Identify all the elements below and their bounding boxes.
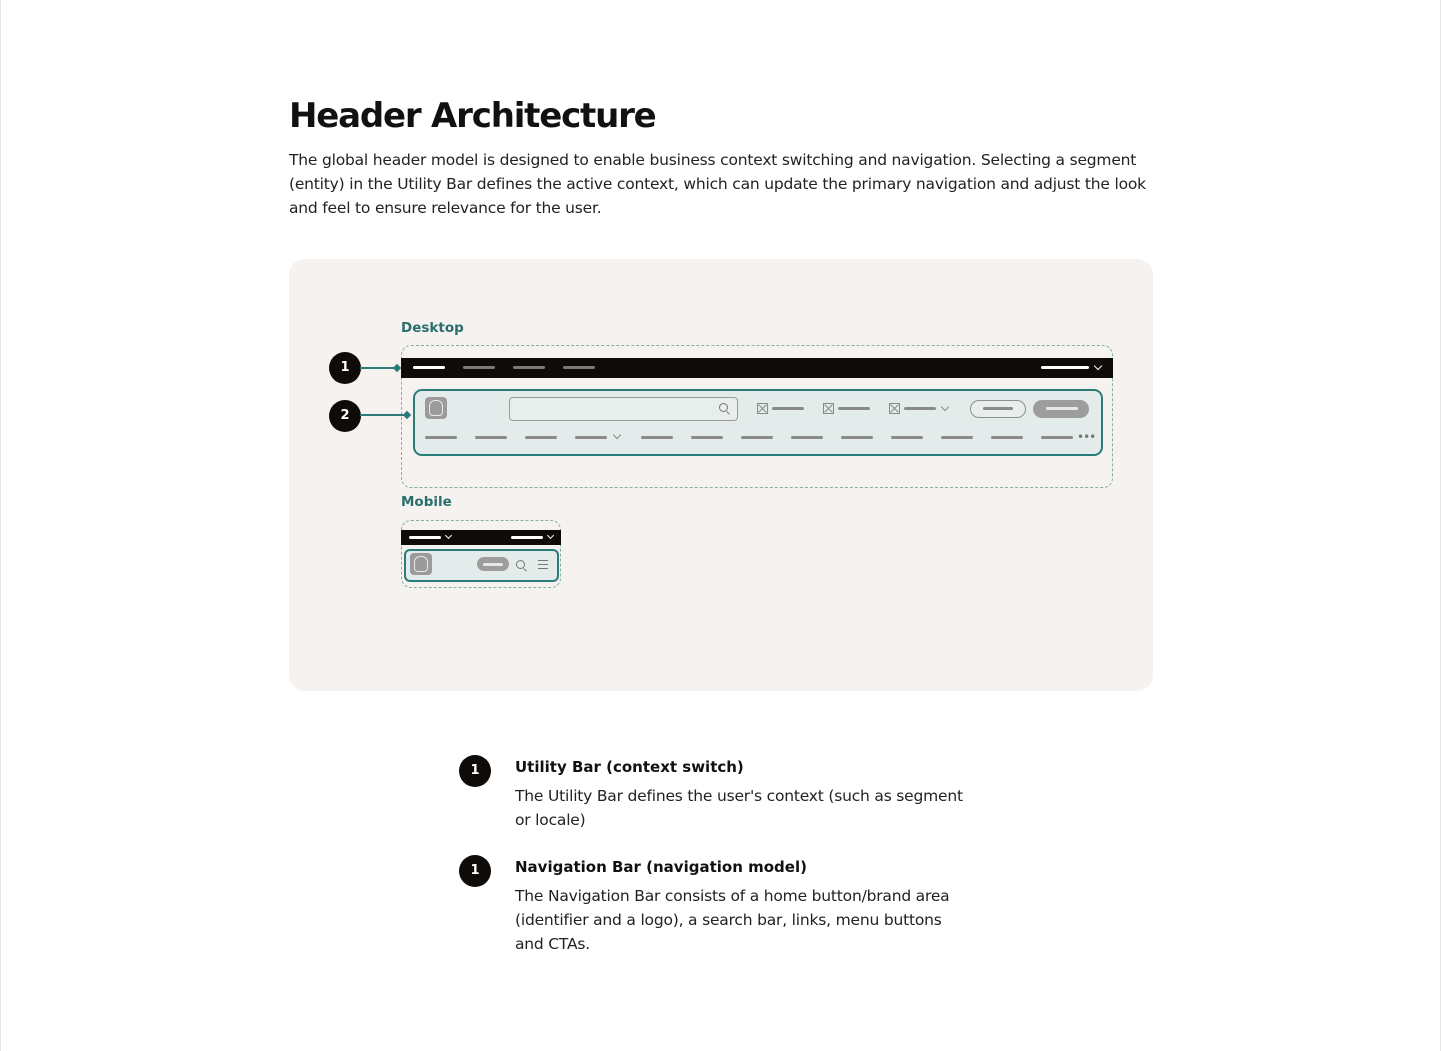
page-border-right (1440, 0, 1441, 1051)
desktop-utility-bar (401, 358, 1113, 378)
nav-link (838, 407, 870, 410)
utility-context-selector (409, 536, 441, 539)
callout-utility-bar: 1 (329, 352, 361, 384)
search-icon (516, 560, 525, 569)
callout-connector (360, 367, 396, 369)
menu-icon-line (538, 564, 548, 565)
callout-navigation-bar: 2 (329, 400, 361, 432)
utility-item (563, 366, 595, 369)
menu-icon (538, 560, 548, 561)
utility-item (463, 366, 495, 369)
primary-nav-item (991, 436, 1023, 439)
mobile-cta-label (483, 563, 503, 566)
legend-title: Utility Bar (context switch) (515, 758, 744, 776)
primary-nav-item (691, 436, 723, 439)
mobile-label: Mobile (401, 494, 452, 510)
primary-nav-item (791, 436, 823, 439)
legend-description: The Navigation Bar consists of a home button/brand area (identifier and a logo), a search bar, links, menu buttons and CTAs. (515, 887, 950, 953)
primary-nav-item (941, 436, 973, 439)
utility-item-active (413, 366, 445, 369)
utility-context-selector (1041, 366, 1089, 369)
primary-nav-item (575, 436, 607, 439)
utility-locale-selector (511, 536, 543, 539)
legend-title: Navigation Bar (navigation model) (515, 858, 807, 876)
menu-icon (889, 403, 900, 414)
desktop-label: Desktop (401, 320, 464, 336)
page-title: Header Architecture (289, 96, 656, 136)
primary-cta-label (1046, 407, 1078, 410)
primary-nav-item (841, 436, 873, 439)
intro-paragraph: The global header model is designed to enable business context switching and navigation. Selecting a segment (entity) in the Utility Bar defines the active context, which can update the primary navigation and adjust the look and feel to ensure relevance for the user. (289, 151, 1146, 217)
callout-connector (360, 414, 405, 416)
brand-logo-icon (425, 397, 447, 419)
primary-nav-item (525, 436, 557, 439)
search-icon (719, 403, 728, 412)
menu-icon-line (538, 568, 548, 569)
link-icon (823, 403, 834, 414)
primary-nav-item (425, 436, 457, 439)
page-border-left (0, 0, 1, 1051)
primary-nav-item (891, 436, 923, 439)
search-bar-placeholder (509, 397, 738, 421)
legend-number: 1 (459, 855, 491, 887)
nav-link (772, 407, 804, 410)
primary-nav-item (641, 436, 673, 439)
nav-menu (904, 407, 936, 410)
more-dots-icon: ••• (1077, 430, 1096, 444)
link-icon (757, 403, 768, 414)
primary-nav-item (1041, 436, 1073, 439)
primary-nav-item (741, 436, 773, 439)
legend-number: 1 (459, 755, 491, 787)
utility-item (513, 366, 545, 369)
legend-description: The Utility Bar defines the user's context (such as segment or locale) (515, 787, 963, 829)
secondary-cta-label (983, 407, 1013, 410)
primary-nav-item (475, 436, 507, 439)
brand-logo-icon (410, 553, 432, 575)
